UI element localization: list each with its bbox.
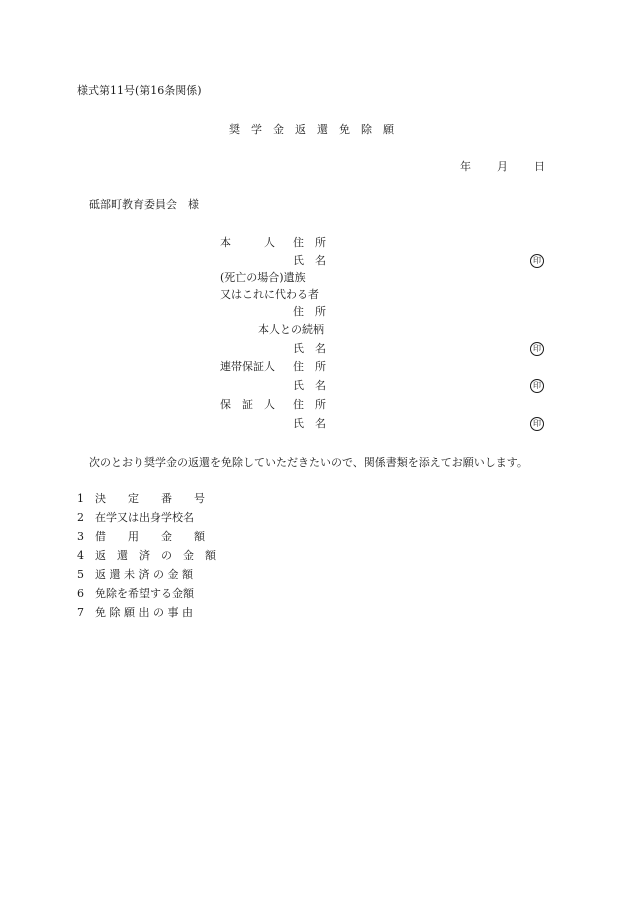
- item-label: 返 還 済 の 金 額: [95, 549, 216, 562]
- item-number: 2: [77, 511, 84, 524]
- item-number: 3: [77, 530, 84, 543]
- item-label: 在学又は出身学校名: [95, 511, 194, 524]
- principal-address-label: 住 所: [293, 236, 326, 249]
- guarantor-label: 保 証 人: [220, 398, 275, 411]
- date-month-label: 月: [497, 160, 508, 173]
- bereaved-relation-label: 本人との続柄: [258, 323, 324, 336]
- item-label: 決 定 番 号: [95, 492, 205, 505]
- date-year-label: 年: [460, 160, 471, 173]
- guarantor-address-label: 住 所: [293, 398, 326, 411]
- item-label: 返 還 未 済 の 金 額: [95, 568, 193, 581]
- date-day-label: 日: [534, 160, 545, 173]
- bereaved-label-line2: 又はこれに代わる者: [220, 288, 319, 301]
- item-number: 7: [77, 606, 84, 619]
- request-body-text: 次のとおり奨学金の返還を免除していただきたいので、関係書類を添えてお願いします。: [89, 456, 528, 469]
- guarantor-name-label: 氏 名: [293, 417, 326, 430]
- item-label: 借 用 金 額: [95, 530, 205, 543]
- joint-guarantor-label: 連帯保証人: [220, 360, 275, 373]
- bereaved-address-label: 住 所: [293, 305, 326, 318]
- item-number: 6: [77, 587, 84, 600]
- item-label: 免除を希望する金額: [95, 587, 194, 600]
- bereaved-label-line1: (死亡の場合)遺族: [220, 271, 306, 284]
- addressee: 砥部町教育委員会 様: [89, 198, 199, 211]
- item-number: 5: [77, 568, 84, 581]
- joint-guarantor-seal-mark: 印: [530, 379, 544, 393]
- principal-name-label: 氏 名: [293, 254, 326, 267]
- item-number: 1: [77, 492, 84, 505]
- principal-seal-mark: 印: [530, 254, 544, 268]
- bereaved-seal-mark: 印: [530, 342, 544, 356]
- item-label: 免 除 願 出 の 事 由: [95, 606, 193, 619]
- principal-label: 本 人: [220, 236, 275, 249]
- form-number: 様式第11号(第16条関係): [77, 84, 202, 97]
- form-title: 奨 学 金 返 還 免 除 願: [229, 123, 394, 136]
- joint-guarantor-name-label: 氏 名: [293, 379, 326, 392]
- guarantor-seal-mark: 印: [530, 417, 544, 431]
- item-number: 4: [77, 549, 84, 562]
- bereaved-name-label: 氏 名: [293, 342, 326, 355]
- joint-guarantor-address-label: 住 所: [293, 360, 326, 373]
